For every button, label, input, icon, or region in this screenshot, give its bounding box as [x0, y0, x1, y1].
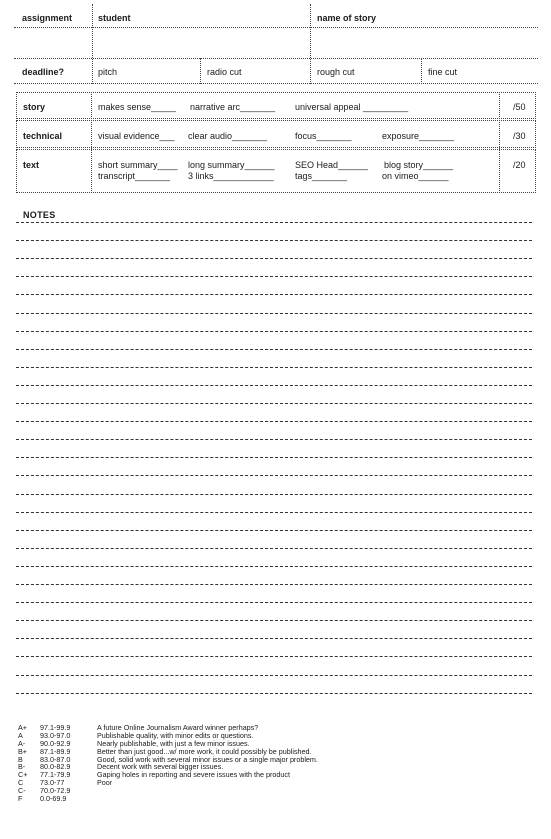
grade-letter: C — [18, 778, 24, 788]
note-line[interactable] — [16, 240, 532, 241]
note-line[interactable] — [16, 620, 532, 621]
divider — [310, 4, 311, 84]
note-line[interactable] — [16, 294, 532, 295]
grade-letter: B- — [18, 762, 26, 772]
note-line[interactable] — [16, 367, 532, 368]
note-line[interactable] — [16, 313, 532, 314]
note-line[interactable] — [16, 638, 532, 639]
grade-range: 77.1-79.9 — [40, 770, 71, 780]
grade-description: Decent work with several bigger issues. — [97, 762, 224, 772]
deadline-label: deadline? — [22, 67, 65, 77]
grading-rubric — [16, 92, 536, 193]
note-line[interactable] — [16, 656, 532, 657]
grade-description: Gaping holes in reporting and severe issues with the product — [97, 770, 290, 780]
divider — [92, 4, 93, 84]
note-line[interactable] — [16, 457, 532, 458]
note-line[interactable] — [16, 475, 532, 476]
grade-range: 73.0-77 — [40, 778, 65, 788]
grade-range: 97.1-99.9 — [40, 723, 71, 732]
checklist-item[interactable]: universal appeal _________ — [295, 102, 409, 112]
grade-range: 90.0-92.9 — [40, 738, 71, 748]
checklist-item[interactable]: makes sense_____ — [98, 102, 177, 112]
note-line[interactable] — [16, 331, 532, 332]
note-line[interactable] — [16, 693, 532, 694]
assignment-label: assignment — [22, 13, 73, 23]
notes-title: NOTES — [23, 210, 56, 220]
grade-description: Publishable quality, with minor edits or questions. — [97, 730, 254, 740]
points-total: /20 — [513, 160, 526, 170]
rubric-row-technical — [16, 120, 536, 148]
note-line[interactable] — [16, 258, 532, 259]
grade-range: 93.0-97.0 — [40, 730, 71, 740]
note-line[interactable] — [16, 276, 532, 277]
stage-radio-cut[interactable]: radio cut — [207, 67, 242, 77]
grade-letter: C- — [18, 786, 26, 796]
checklist-item[interactable]: tags_______ — [295, 171, 348, 181]
checklist-item[interactable]: transcript_______ — [98, 171, 171, 181]
checklist-item[interactable]: clear audio_______ — [188, 131, 268, 141]
grade-letter: A+ — [18, 723, 27, 732]
grade-description: Better than just good...w/ more work, it could possibly be published. — [97, 746, 312, 756]
note-line[interactable] — [16, 675, 532, 676]
checklist-item[interactable]: exposure_______ — [382, 131, 455, 141]
grade-letter: C+ — [18, 770, 28, 780]
note-line[interactable] — [16, 494, 532, 495]
grade-letter: F — [18, 794, 23, 804]
checklist-item[interactable]: narrative arc_______ — [190, 102, 276, 112]
checklist-item[interactable]: focus_______ — [295, 131, 352, 141]
rubric-row-text — [16, 149, 536, 193]
points-total: /50 — [513, 102, 526, 112]
criterion-name: technical — [23, 131, 63, 141]
grade-range: 87.1-89.9 — [40, 746, 71, 756]
grade-range: 70.0-72.9 — [40, 786, 71, 796]
assignment-field[interactable] — [14, 28, 92, 58]
grade-letter: B — [18, 754, 23, 764]
note-line[interactable] — [16, 548, 532, 549]
note-line[interactable] — [16, 566, 532, 567]
checklist-item[interactable]: SEO Head______ — [295, 160, 369, 170]
criterion-name: text — [23, 160, 40, 170]
student-label: student — [98, 13, 131, 23]
note-line[interactable] — [16, 385, 532, 386]
story-name-field[interactable] — [312, 28, 538, 58]
student-field[interactable] — [94, 28, 310, 58]
story-name-label: name of story — [317, 13, 377, 23]
divider — [421, 58, 422, 84]
stage-rough-cut[interactable]: rough cut — [317, 67, 355, 77]
note-line[interactable] — [16, 403, 532, 404]
stage-pitch[interactable]: pitch — [98, 67, 118, 77]
grade-range: 80.0-82.9 — [40, 762, 71, 772]
checklist-item[interactable]: short summary____ — [98, 160, 178, 170]
checklist-item[interactable]: visual evidence___ — [98, 131, 175, 141]
note-line[interactable] — [16, 530, 532, 531]
grade-range: 0.0-69.9 — [40, 794, 67, 804]
note-line[interactable] — [16, 421, 532, 422]
grade-description: Good, solid work with several minor issues or a single major problem. — [97, 754, 318, 764]
note-line[interactable] — [16, 439, 532, 440]
note-line[interactable] — [16, 584, 532, 585]
divider — [91, 92, 92, 193]
grade-letter: A- — [18, 738, 26, 748]
grade-letter: A — [18, 730, 23, 740]
note-line[interactable] — [16, 602, 532, 603]
grade-description: Poor — [97, 778, 113, 788]
grade-description: A future Online Journalism Award winner perhaps? — [97, 723, 259, 732]
header-table — [14, 4, 538, 86]
checklist-item[interactable]: on vimeo______ — [382, 171, 449, 181]
grade-range: 83.0-87.0 — [40, 754, 71, 764]
criterion-name: story — [23, 102, 46, 112]
checklist-item[interactable]: long summary______ — [188, 160, 275, 170]
points-total: /30 — [513, 131, 526, 141]
divider — [499, 92, 500, 193]
checklist-item[interactable]: 3 links____________ — [188, 171, 274, 181]
note-line[interactable] — [16, 349, 532, 350]
stage-fine-cut[interactable]: fine cut — [428, 67, 458, 77]
divider — [200, 58, 201, 84]
note-line[interactable] — [16, 512, 532, 513]
grade-description: Nearly publishable, with just a few minor issues. — [97, 738, 250, 748]
note-line[interactable] — [16, 222, 532, 223]
grade-letter: B+ — [18, 746, 27, 756]
checklist-item[interactable]: blog story______ — [384, 160, 454, 170]
rubric-row-story — [16, 92, 536, 119]
